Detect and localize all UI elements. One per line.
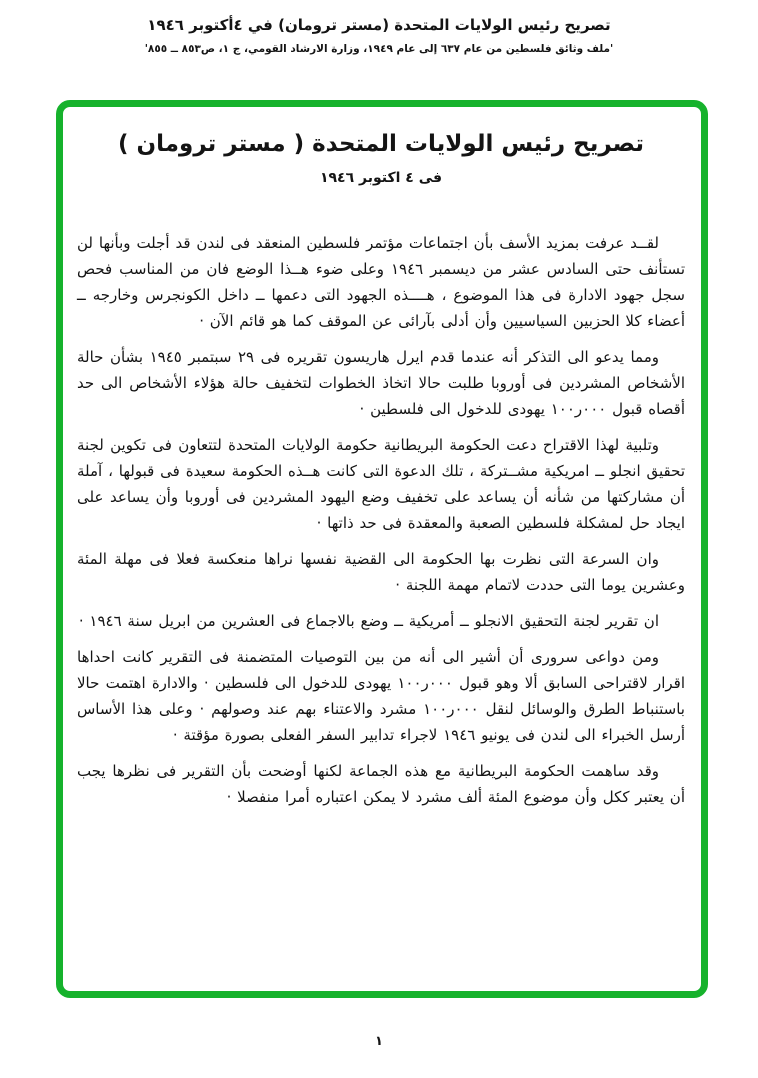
paragraph: وتلبية لهذا الاقتراح دعت الحكومة البريطانية حكومة الولايات المتحدة لتتعاون فى تكوين لجنة تحقيق انجلو ــ امريكية مشــتركة ، تلك الدعوة التى كانت هــذه الحكومة سعيدة فى قبولها ، آملة أن مشاركتها من شأنه أن يساعد على تخفيف وضع اليهود المشردين فى أوروبا وأن يساعد على ايجاد حل لمشكلة فلسطين الصعبة والمعقدة فى حد ذاتها · bbox=[77, 436, 685, 532]
header-title: تصريح رئيس الولايات المتحدة (مستر ترومان) في ٤أكتوبر ١٩٤٦ bbox=[147, 16, 611, 34]
page-number: ١ bbox=[375, 1034, 383, 1049]
paragraph: ومن دواعى سرورى أن أشير الى أنه من بين التوصيات المتضمنة فى التقرير كانت احداها اقرار لاقتراحى السابق ألا وهو قبول ٠٠٠ر١٠٠ يهودى للدخول الى فلسطين · والادارة اهتمت حالا باستنباط الطرق والوسائل لنقل ٠٠٠ر١٠٠ مشرد والاعتناء بهم عند وصولهم · وعلى هذا الأساس أرسل الخبراء الى لندن فى يونيو ١٩٤٦ لاجراء تدابير السفر الفعلى بصورة مؤقتة · bbox=[77, 648, 685, 744]
paragraph: ان تقرير لجنة التحقيق الانجلو ــ أمريكية ــ وضع بالاجماع فى العشرين من ابريل سنة ١٩٤٦ · bbox=[78, 612, 659, 630]
paragraph: وان السرعة التى نظرت بها الحكومة الى القضية نفسها نراها منعكسة فعلا فى مهلة المئة وعشرين يوما التى حددت لاتمام مهمة اللجنة · bbox=[77, 550, 685, 594]
paragraph: ومما يدعو الى التذكر أنه عندما قدم ايرل هاريسون تقريره فى ٢٩ سبتمبر ١٩٤٥ بشأن حالة الأشخاص المشردين فى أوروبا طلبت حالا اتخاذ الخطوات لتخفيف حالة هؤلاء الأشخاص الى حد أقصاه قبول ٠٠٠ر١٠٠ يهودى للدخول الى فلسطين · bbox=[77, 348, 685, 418]
document-body bbox=[77, 230, 685, 810]
paragraph: لقــد عرفت بمزيد الأسف بأن اجتماعات مؤتمر فلسطين المنعقد فى لندن قد أجلت وبأنها لن تستأنف حتى السادس عشر من ديسمبر ١٩٤٦ وعلى ضوء هــذا الوضع فان من المناسب فحص سجل جهود الادارة فى هذا الموضوع ، هــــذه الجهود التى دعمها ــ داخل الكونجرس وخارجه ــ أعضاء كلا الحزبين السياسيين وأن أدلى بآرائى عن الموقف كما هو قائم الآن · bbox=[77, 234, 685, 330]
page-header bbox=[0, 14, 758, 56]
header-source-citation: 'ملف وثائق فلسطين من عام ٦٣٧ إلى عام ١٩٤٩، وزارة الارشاد القومي، ج ١، ص٨٥٣ ــ ٨٥٥' bbox=[144, 43, 614, 55]
document-title: تصريح رئيس الولايات المتحدة ( مستر ترومان ) bbox=[118, 131, 644, 157]
document-date-line: فى ٤ اكتوبر ١٩٤٦ bbox=[319, 170, 443, 186]
document-frame bbox=[56, 100, 708, 998]
paragraph: وقد ساهمت الحكومة البريطانية مع هذه الجماعة لكنها أوضحت بأن التقرير فى نظرها يجب أن يعتبر ككل وأن موضوع المئة ألف مشرد لا يمكن اعتباره أمرا منفصلا · bbox=[77, 762, 685, 806]
